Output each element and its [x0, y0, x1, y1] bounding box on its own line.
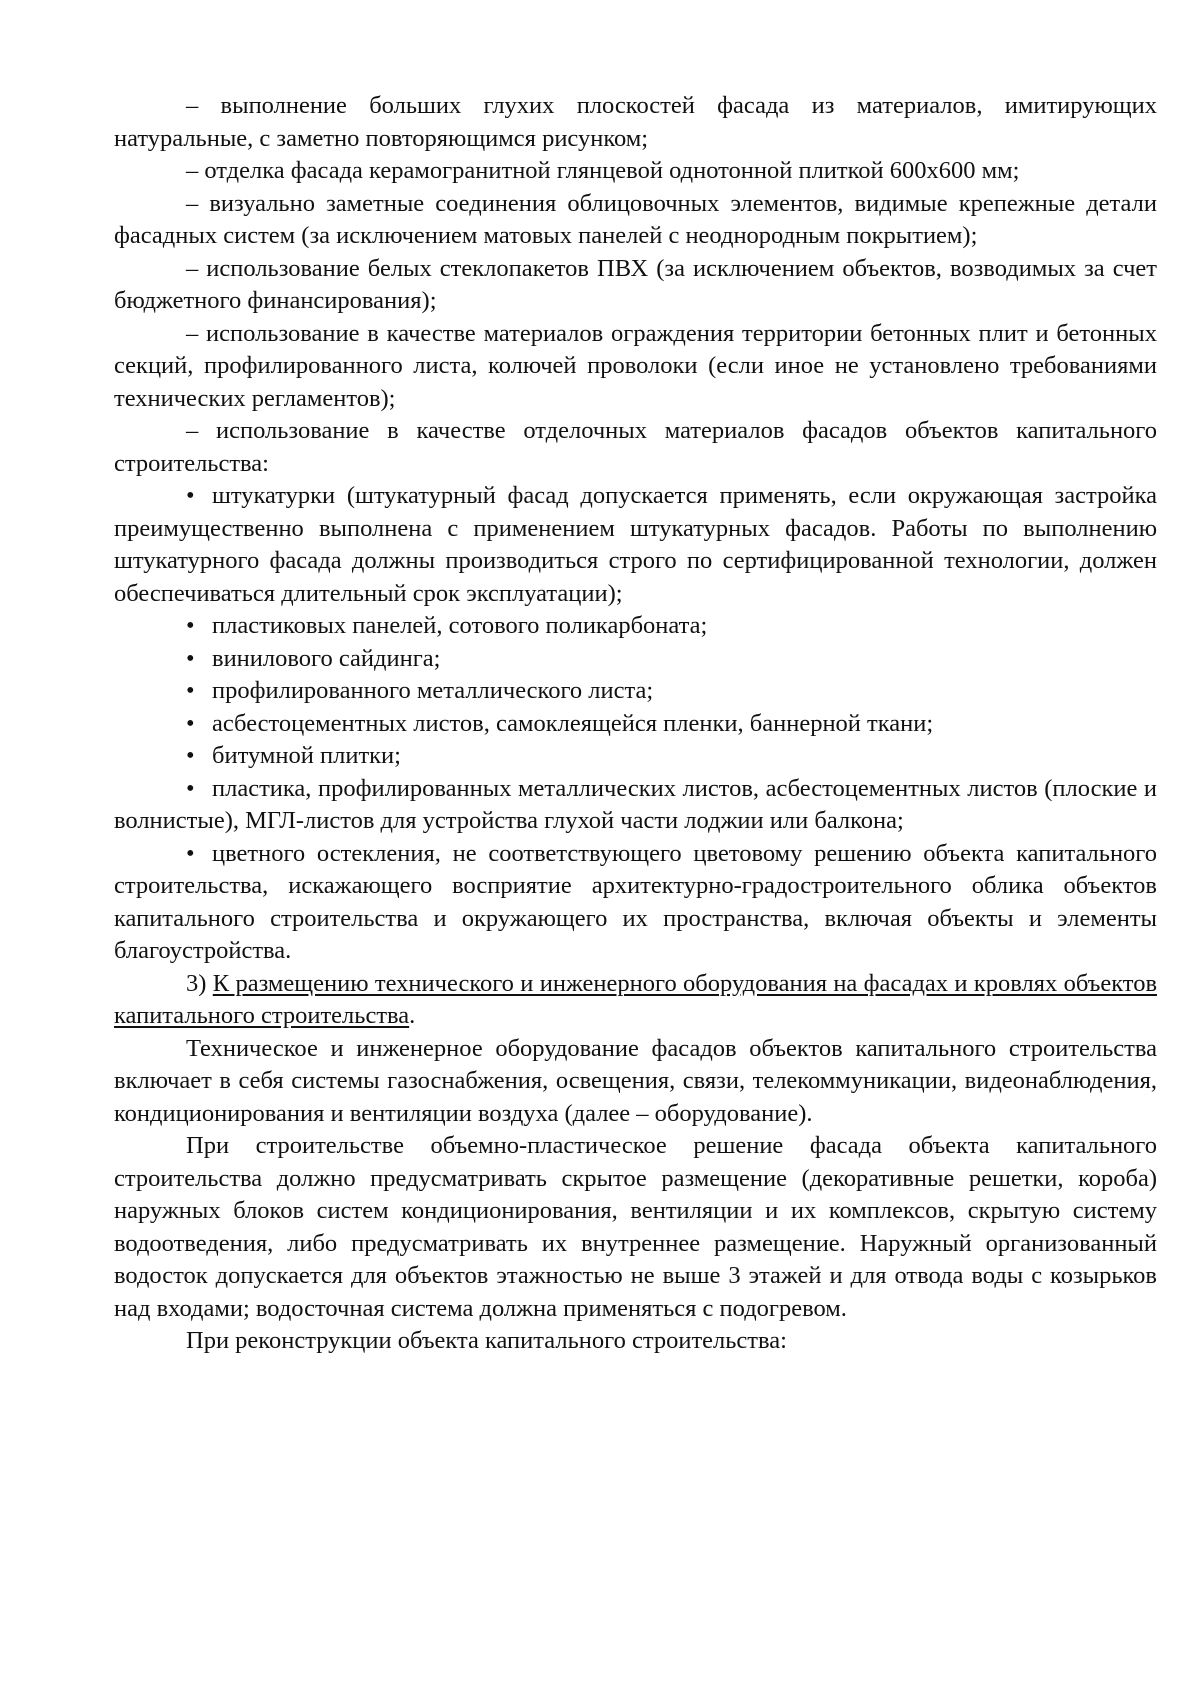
bullet-item [114, 838, 1157, 968]
bullet-text: пластиковых панелей, сотового поликарбоната; [212, 612, 708, 639]
bullet-item [114, 773, 1157, 838]
bullet-item [114, 740, 1157, 773]
bullet-icon: • [186, 482, 195, 509]
bullet-icon: • [186, 709, 195, 737]
bullet-text: профилированного металлического листа; [212, 677, 654, 704]
body-paragraph-1: Техническое и инженерное оборудование фасадов объектов капитального строительства включает в себя системы газоснабжения, освещения, связи, телекоммуникации, видеонаблюдения, кондиционирования и вентиляции воздуха (далее – оборудование). [114, 1034, 1157, 1127]
bullet-text: винилового сайдинга; [212, 644, 441, 672]
section-heading [114, 968, 1157, 1033]
section-heading-text: К размещению технического и инженерного оборудования на фасадах и кровлях объектов капитального строительства [114, 969, 1158, 1029]
bullet-icon: • [186, 742, 195, 769]
document-page [114, 90, 1157, 1358]
bullet-text: асбестоцементных листов, самоклеящейся пленки, баннерной ткани; [212, 709, 934, 737]
bullet-icon: • [186, 774, 195, 802]
paragraph-dash-5: – использование в качестве материалов ограждения территории бетонных плит и бетонных секций, профилированного листа, колючей проволоки (если иное не установлено требованиями технических регламентов); [114, 319, 1157, 412]
paragraph-dash-6: – использование в качестве отделочных материалов фасадов объектов капитального строительства: [114, 417, 1157, 477]
bullet-text: битумной плитки; [212, 742, 401, 769]
bullet-item [114, 708, 1157, 741]
paragraph-dash-2: – отделка фасада керамогранитной глянцевой однотонной плиткой 600х600 мм; [186, 157, 1020, 184]
paragraph-dash-3: – визуально заметные соединения облицовочных элементов, видимые крепежные детали фасадных систем (за исключением матовых панелей с неоднородным покрытием); [114, 189, 1157, 249]
bullet-text: пластика, профилированных металлических листов, асбестоцементных листов (плоские и волнистые), МГЛ-листов для устройства глухой части лоджии или балкона; [114, 774, 1157, 834]
section-heading-number: 3) [186, 969, 207, 997]
bullet-item [114, 480, 1157, 610]
bullet-item [114, 643, 1157, 676]
bullet-item [114, 675, 1157, 708]
bullet-icon: • [186, 677, 195, 704]
paragraph-dash-4: – использование белых стеклопакетов ПВХ (за исключением объектов, возводимых за счет бюджетного финансирования); [114, 254, 1157, 314]
bullet-item [114, 610, 1157, 643]
section-heading-end: . [409, 1002, 416, 1029]
paragraph-dash-1: – выполнение больших глухих плоскостей фасада из материалов, имитирующих натуральные, с заметно повторяющимся рисунком; [114, 92, 1157, 152]
body-paragraph-2: При строительстве объемно-пластическое решение фасада объекта капитального строительства должно предусматривать скрытое размещение (декоративные решетки, короба) наружных блоков систем кондиционирования, вентиляции и их комплексов, скрытую систему водоотведения, либо предусматривать их внутреннее размещение. Наружный организованный водосток допускается для объектов этажностью не выше 3 этажей и для отвода воды с козырьков над входами; водосточная система должна применяться с подогревом. [114, 1132, 1157, 1322]
bullet-icon: • [186, 644, 195, 672]
bullet-icon: • [186, 839, 195, 867]
bullet-icon: • [186, 612, 195, 639]
bullet-text: штукатурки (штукатурный фасад допускается применять, если окружающая застройка преимущественно выполнена с применением штукатурных фасадов. Работы по выполнению штукатурного фасада должны производиться строго по сертифицированной технологии, должен обеспечиваться длительный срок эксплуатации); [114, 482, 1157, 607]
bullet-text: цветного остекления, не соответствующего цветовому решению объекта капитального строительства, искажающего восприятие архитектурно-градостроительного облика объектов капитального строительства и окружающего их пространства, включая объекты и элементы благоустройства. [114, 839, 1157, 964]
body-paragraph-3: При реконструкции объекта капитального строительства: [186, 1327, 787, 1354]
